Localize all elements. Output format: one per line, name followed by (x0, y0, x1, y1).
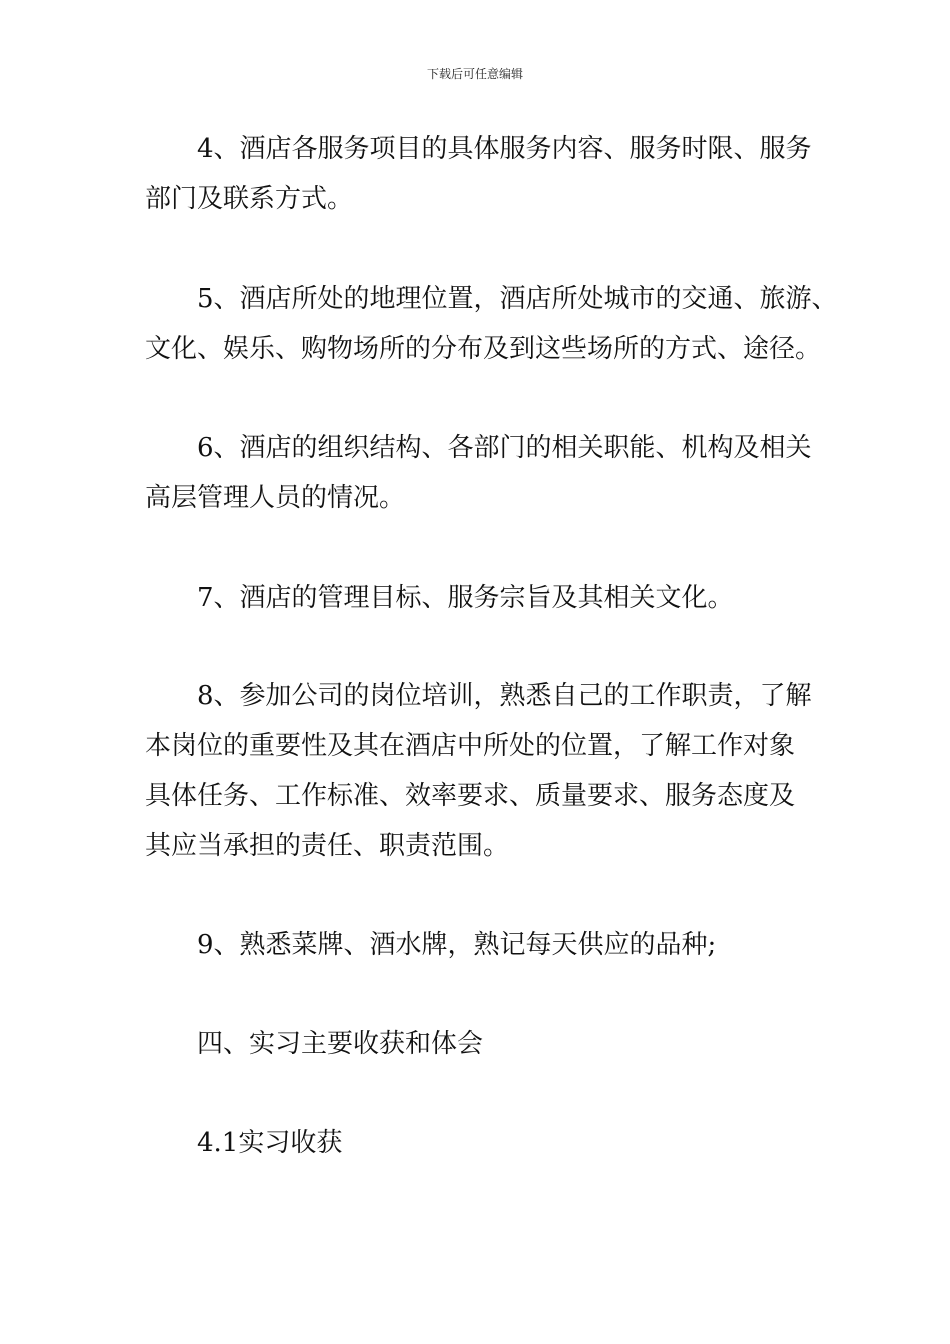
paragraph-line: 本岗位的重要性及其在酒店中所处的位置，了解工作对象 (145, 731, 796, 761)
paragraph-item-4 (145, 124, 825, 224)
paragraph-item-6 (145, 423, 825, 523)
paragraph-item-7 (145, 573, 825, 623)
subsection-heading-text: 4.1实习收获 (197, 1128, 343, 1158)
paragraph-line: 部门及联系方式。 (145, 184, 354, 214)
paragraph-line: 4、酒店各服务项目的具体服务内容、服务时限、服务 (197, 134, 812, 164)
paragraph-item-8 (145, 671, 825, 871)
paragraph-item-9 (145, 920, 825, 970)
subsection-heading (145, 1118, 825, 1168)
page-header-note: 下载后可任意编辑 (426, 67, 523, 81)
paragraph-line: 其应当承担的责任、职责范围。 (145, 831, 510, 861)
paragraph-line: 9、熟悉菜牌、酒水牌，熟记每天供应的品种; (197, 930, 717, 960)
paragraph-line: 5、酒店所处的地理位置，酒店所处城市的交通、旅游、 (197, 284, 838, 314)
paragraph-line: 8、参加公司的岗位培训，熟悉自己的工作职责，了解 (197, 681, 812, 711)
paragraph-line: 具体任务、工作标准、效率要求、质量要求、服务态度及 (145, 781, 796, 811)
paragraph-line: 高层管理人员的情况。 (145, 483, 406, 513)
paragraph-line: 6、酒店的组织结构、各部门的相关职能、机构及相关 (197, 433, 812, 463)
section-heading (145, 1019, 825, 1069)
section-heading-text: 四、实习主要收获和体会 (197, 1029, 484, 1059)
paragraph-line: 文化、娱乐、购物场所的分布及到这些场所的方式、途径。 (145, 334, 822, 364)
paragraph-line: 7、酒店的管理目标、服务宗旨及其相关文化。 (197, 583, 734, 613)
paragraph-item-5 (145, 274, 838, 374)
